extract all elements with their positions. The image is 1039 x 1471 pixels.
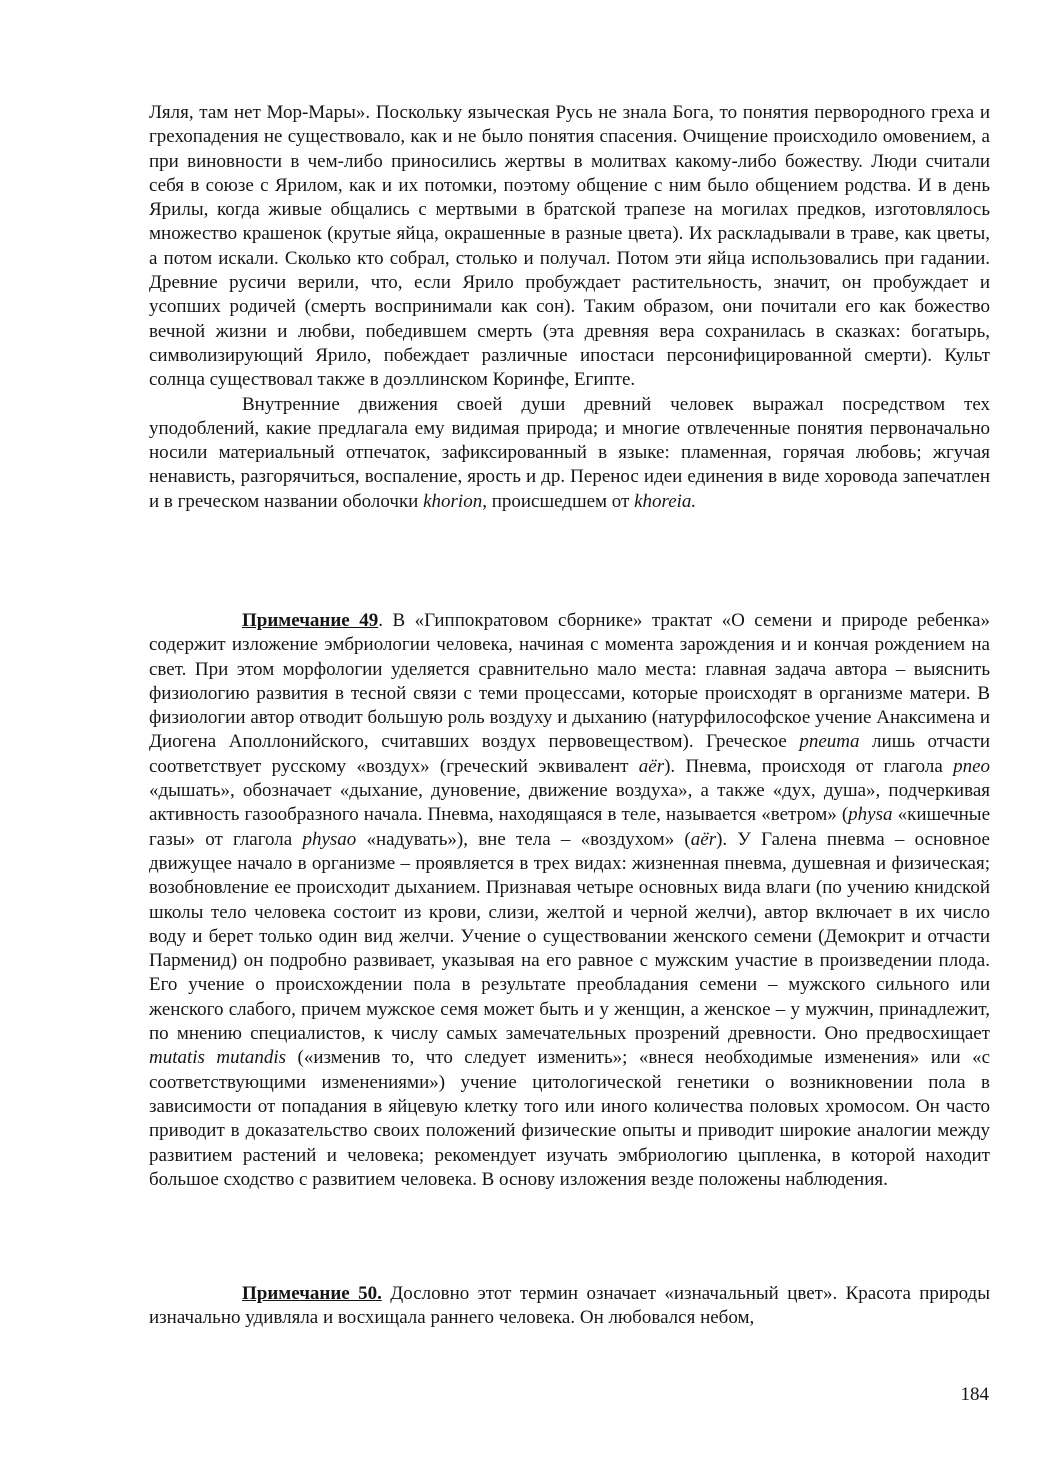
paragraph-text: . В «Гиппократовом сборнике» трактат «О семени и природе ребенка» содержит изложение эмбриологии человека, начиная с момента зарождения и и кончая рождением на свет. При этом морфологии уделяется сравнительно мало места: главная задача автора – выяснить физиологию развития в тесной связи с теми процессами, которые происходят в организме матери. В физиологии автор отводит большую роль воздуху и дыханию (натурфилософское учение Анаксимена и Диогена Аполлонийского, считавших воздух первовеществом). Греческое	[149, 610, 990, 753]
italic-term: mutatis mutandis	[149, 1047, 287, 1069]
paragraph-text: ). Пневма, происходя от глагола	[664, 755, 954, 777]
note-50-paragraph	[149, 1282, 990, 1331]
paragraph-text: «кишечные газы» от глагола	[149, 804, 990, 850]
note-50-block	[149, 1282, 990, 1331]
italic-term: pneuma	[799, 731, 860, 753]
page-number: 184	[960, 1384, 989, 1405]
italic-term: aër	[690, 828, 717, 850]
note-49-paragraph	[149, 609, 990, 1192]
note-49-block	[149, 609, 990, 1192]
italic-term: khoreia.	[634, 490, 697, 512]
paragraph-text: Дословно этот термин означает «изначальный цвет». Красота природы изначально удивляла и восхищала раннего человека. Он любовался небом,	[149, 1283, 990, 1329]
paragraph-yarilo: Ляля, там нет Мор-Мары». Поскольку языческая Русь не знала Бога, то понятия первородного греха и грехопадения не существовало, как и не было понятия спасения. Очищение происходило омовением, а при виновности в чем-либо приносились жертвы в молитвах какому-либо божеству. Люди считали себя в союзе с Ярилом, как и их потомки, поэтому общение с ним было общением родства. И в день Ярилы, когда живые общались с мертвыми в братской трапезе на могилах предков, изготовлялось множество крашенок (крутые яйца, окрашенные в разные цвета). Их раскладывали в траве, как цветы, а потом искали. Сколько кто собрал, столько и получал. Потом эти яйца использовались при гадании. Древние русичи верили, что, если Ярило пробуждает растительность, значит, он пробуждает и усопших родичей (смерть воспринимали как сон). Таким образом, они почитали его как божество вечной жизни и любви, победившем смерть (эта древняя вера сохранилась в сказках: богатырь, символизирующий Ярило, побеждает различные ипостаси персонифицированной смерти). Культ солнца существовал также в доэллинском Коринфе, Египте.	[149, 102, 990, 391]
paragraph-text: Внутренние движения своей души древний человек выражал посредством тех уподоблений, какие предлагала ему видимая природа; и многие отвлеченные понятия первоначально носили материальный отпечаток, зафиксированный в языке: пламенная, горячая любовь; жгучая ненависть, разгорячиться, воспаление, ярость и др. Перенос идеи единения в виде хоровода запечатлен и в греческом названии оболочки	[149, 393, 990, 512]
italic-term: pneo	[953, 755, 990, 777]
note-49-label: Примечание 49	[242, 610, 379, 631]
paragraph-text: «надувать»), вне тела – «воздухом» (	[356, 828, 691, 850]
note-50-label: Примечание 50.	[242, 1283, 382, 1304]
italic-term: physa	[848, 804, 893, 826]
italic-term: physao	[302, 828, 357, 850]
italic-term: khorion	[423, 490, 483, 512]
paragraph-text: («изменив то, что следует изменить»; «внеся необходимые изменения» или «с соответствующими изменениями») учение цитологической генетики о возникновении пола в зависимости от попадания в яйцевую клетку того или иного количества половых хромосом. Он часто приводит в доказательство своих положений физические опыты и приводит широкие аналогии между развитием растений и человека; рекомендует изучать эмбриологию цыпленка, в которой находит большое сходство с развитием человека. В основу изложения везде положены наблюдения.	[149, 1047, 991, 1190]
paragraph-inner-movements	[149, 393, 990, 514]
paragraph-text: , происшедшем от	[482, 490, 635, 512]
opening-text-block	[149, 101, 990, 514]
italic-term: aër	[638, 755, 665, 777]
paragraph-text: ). У Галена пневма – основное движущее начало в организме – проявляется в трех видах: жизненная пневма, душевная и физическая; возобновление ее происходит дыханием. Признавая четыре основных вида влаги (по учению книдской школы тело человека состоит из крови, слизи, желтой и черной желчи), автор включает в их число воду и берет только один вид желчи. Учение о существовании женского семени (Демокрит и отчасти Парменид) он подробно развивает, указывая на его равное с мужским участие в произведении плода. Его учение о происхождении пола в результате преобладания семени – мужского сильного или женского слабого, причем мужское семя может быть и у женщин, а женское – у мужчин, принадлежит, по мнению специалистов, к числу самых замечательных прозрений древности. Оно предвосхищает	[149, 828, 990, 1045]
paragraph-text: лишь отчасти соответствует русскому «воздух» (греческий эквивалент	[149, 731, 991, 777]
paragraph-text: «дышать», обозначает «дыхание, дуновение, движение воздуха», а также «дух, душа», подчеркивая активность газообразного начала. Пневма, находящаяся в теле, называется «ветром» (	[149, 780, 990, 826]
